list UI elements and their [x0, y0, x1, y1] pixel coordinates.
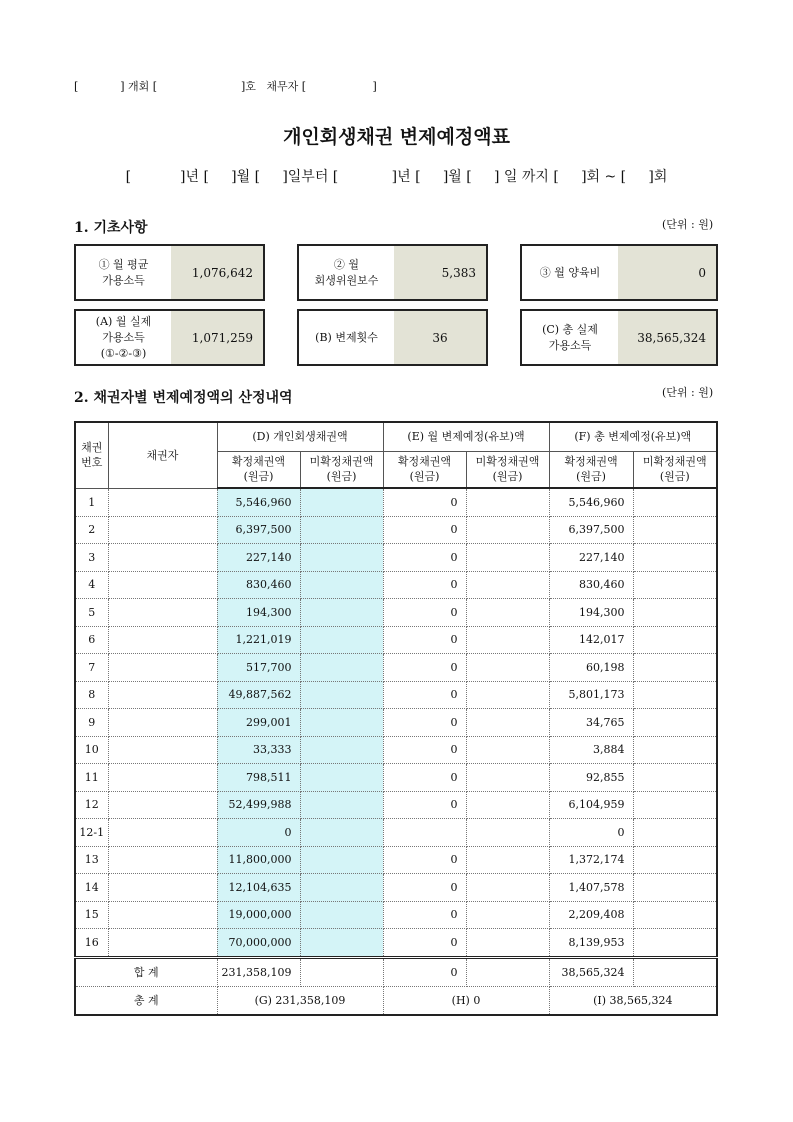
row-f-unconfirmed: [633, 819, 717, 847]
table-row: [75, 901, 717, 929]
row-e-unconfirmed: [466, 819, 549, 847]
row-d-confirmed: 0: [217, 819, 300, 847]
row-f-confirmed: 5,546,960: [549, 488, 633, 516]
row-f-confirmed: 1,407,578: [549, 874, 633, 902]
row-d-unconfirmed: [300, 819, 383, 847]
row-no: 2: [75, 516, 108, 544]
row-f-confirmed: 227,140: [549, 544, 633, 572]
row-e-unconfirmed: [466, 874, 549, 902]
row-d-unconfirmed: [300, 791, 383, 819]
section2-unit: (단위 : 원): [662, 386, 714, 399]
row-f-unconfirmed: [633, 516, 717, 544]
row-e-confirmed: 0: [383, 929, 466, 958]
row-no: 11: [75, 764, 108, 792]
box-value: 36: [394, 311, 486, 364]
table-row: [75, 709, 717, 737]
col-header-f: (F) 총 변제예정(유보)액: [549, 422, 717, 451]
table-row: [75, 764, 717, 792]
col-header-d-confirmed: 확정채권액 (원금): [217, 451, 300, 488]
row-creditor: [108, 599, 217, 627]
row-e-unconfirmed: [466, 736, 549, 764]
case-header-line: [ ] 개회 [ ]호 채무자 [ ]: [74, 80, 377, 93]
row-f-unconfirmed: [633, 488, 717, 516]
row-d-confirmed: 227,140: [217, 544, 300, 572]
row-e-confirmed: 0: [383, 626, 466, 654]
row-f-unconfirmed: [633, 571, 717, 599]
row-f-confirmed: 34,765: [549, 709, 633, 737]
row-no: 6: [75, 626, 108, 654]
row-d-confirmed: 49,887,562: [217, 681, 300, 709]
table-row: [75, 626, 717, 654]
row-creditor: [108, 874, 217, 902]
row-creditor: [108, 654, 217, 682]
row-f-confirmed: 830,460: [549, 571, 633, 599]
row-no: 12: [75, 791, 108, 819]
box-total-income: [520, 309, 718, 366]
row-f-unconfirmed: [633, 709, 717, 737]
row-d-confirmed: 798,511: [217, 764, 300, 792]
row-d-confirmed: 5,546,960: [217, 488, 300, 516]
row-e-unconfirmed: [466, 681, 549, 709]
row-no: 10: [75, 736, 108, 764]
sum-d-unconfirmed: [300, 957, 383, 986]
row-f-confirmed: 1,372,174: [549, 846, 633, 874]
row-f-confirmed: 0: [549, 819, 633, 847]
row-d-unconfirmed: [300, 764, 383, 792]
col-header-f-unconfirmed: 미확정채권액 (원금): [633, 451, 717, 488]
row-f-unconfirmed: [633, 681, 717, 709]
table-row: [75, 819, 717, 847]
row-creditor: [108, 901, 217, 929]
row-f-unconfirmed: [633, 901, 717, 929]
row-d-unconfirmed: [300, 626, 383, 654]
row-e-unconfirmed: [466, 599, 549, 627]
col-header-creditor: 채권자: [108, 422, 217, 488]
box-label: ③ 월 양육비: [522, 246, 618, 299]
row-creditor: [108, 681, 217, 709]
col-header-d: (D) 개인회생채권액: [217, 422, 383, 451]
row-d-confirmed: 830,460: [217, 571, 300, 599]
row-creditor: [108, 929, 217, 958]
box-label: ② 월 회생위원보수: [299, 246, 394, 299]
box-avg-income: [74, 244, 265, 301]
row-d-confirmed: 19,000,000: [217, 901, 300, 929]
row-d-unconfirmed: [300, 544, 383, 572]
row-no: 14: [75, 874, 108, 902]
box-value: 1,071,259: [171, 311, 263, 364]
table-row: [75, 929, 717, 958]
section2-heading: 2. 채권자별 변제예정액의 산정내역: [74, 390, 293, 406]
row-f-unconfirmed: [633, 929, 717, 958]
row-f-confirmed: 6,397,500: [549, 516, 633, 544]
row-e-unconfirmed: [466, 929, 549, 958]
box-label: (B) 변제횟수: [299, 311, 394, 364]
sum-f-value: 38,565,324: [549, 957, 633, 986]
row-e-confirmed: 0: [383, 571, 466, 599]
row-creditor: [108, 516, 217, 544]
row-f-unconfirmed: [633, 736, 717, 764]
table-row: [75, 599, 717, 627]
row-d-unconfirmed: [300, 874, 383, 902]
row-f-unconfirmed: [633, 654, 717, 682]
total-h: (H) 0: [383, 986, 549, 1015]
row-no: 8: [75, 681, 108, 709]
row-d-confirmed: 1,221,019: [217, 626, 300, 654]
row-no: 5: [75, 599, 108, 627]
row-no: 12-1: [75, 819, 108, 847]
row-d-confirmed: 194,300: [217, 599, 300, 627]
table-row: [75, 791, 717, 819]
row-f-unconfirmed: [633, 626, 717, 654]
row-d-unconfirmed: [300, 488, 383, 516]
row-e-confirmed: 0: [383, 709, 466, 737]
box-value: 0: [618, 246, 716, 299]
total-row: [75, 986, 717, 1015]
col-header-e: (E) 월 변제예정(유보)액: [383, 422, 549, 451]
box-label: (C) 총 실제 가용소득: [522, 311, 618, 364]
row-d-confirmed: 33,333: [217, 736, 300, 764]
sum-label: 합 계: [75, 957, 217, 986]
row-no: 9: [75, 709, 108, 737]
row-creditor: [108, 846, 217, 874]
row-e-confirmed: 0: [383, 516, 466, 544]
row-creditor: [108, 544, 217, 572]
row-e-confirmed: 0: [383, 654, 466, 682]
sum-e-unconfirmed: [466, 957, 549, 986]
row-f-confirmed: 8,139,953: [549, 929, 633, 958]
sum-row: [75, 957, 717, 986]
row-creditor: [108, 571, 217, 599]
row-d-unconfirmed: [300, 516, 383, 544]
row-d-unconfirmed: [300, 929, 383, 958]
row-e-unconfirmed: [466, 516, 549, 544]
box-commissioner-fee: [297, 244, 488, 301]
table-row: [75, 571, 717, 599]
row-d-unconfirmed: [300, 681, 383, 709]
col-header-no: 채권 번호: [75, 422, 108, 488]
col-header-d-unconfirmed: 미확정채권액 (원금): [300, 451, 383, 488]
row-f-confirmed: 2,209,408: [549, 901, 633, 929]
row-e-confirmed: 0: [383, 764, 466, 792]
row-e-confirmed: 0: [383, 488, 466, 516]
total-g: (G) 231,358,109: [217, 986, 383, 1015]
box-value: 1,076,642: [171, 246, 263, 299]
row-e-unconfirmed: [466, 571, 549, 599]
period-line: [ ]년 [ ]월 [ ]일부터 [ ]년 [ ]월 [ ] 일 까지 [ ]회 ~ [ ]회: [125, 169, 668, 185]
row-e-unconfirmed: [466, 488, 549, 516]
total-label: 총 계: [75, 986, 217, 1015]
row-e-unconfirmed: [466, 791, 549, 819]
sum-d-value: 231,358,109: [217, 957, 300, 986]
row-f-unconfirmed: [633, 764, 717, 792]
box-label: ① 월 평균 가용소득: [76, 246, 171, 299]
row-f-unconfirmed: [633, 544, 717, 572]
row-d-confirmed: 6,397,500: [217, 516, 300, 544]
row-e-confirmed: 0: [383, 874, 466, 902]
row-d-confirmed: 11,800,000: [217, 846, 300, 874]
table-row: [75, 736, 717, 764]
total-i: (I) 38,565,324: [549, 986, 717, 1015]
row-e-unconfirmed: [466, 654, 549, 682]
section1-heading: 1. 기초사항: [74, 220, 148, 236]
box-label: (A) 월 실제 가용소득 (①-②-③): [76, 311, 171, 364]
row-e-confirmed: [383, 819, 466, 847]
repayment-table: [74, 421, 718, 1016]
row-e-unconfirmed: [466, 544, 549, 572]
row-e-unconfirmed: [466, 846, 549, 874]
row-creditor: [108, 488, 217, 516]
row-no: 1: [75, 488, 108, 516]
row-e-confirmed: 0: [383, 901, 466, 929]
row-d-confirmed: 70,000,000: [217, 929, 300, 958]
box-real-income: [74, 309, 265, 366]
row-e-unconfirmed: [466, 764, 549, 792]
col-header-e-unconfirmed: 미확정채권액 (원금): [466, 451, 549, 488]
row-d-unconfirmed: [300, 654, 383, 682]
row-d-unconfirmed: [300, 736, 383, 764]
row-f-confirmed: 5,801,173: [549, 681, 633, 709]
box-value: 38,565,324: [618, 311, 716, 364]
box-child-support: [520, 244, 718, 301]
row-creditor: [108, 709, 217, 737]
row-f-confirmed: 6,104,959: [549, 791, 633, 819]
row-e-unconfirmed: [466, 709, 549, 737]
row-creditor: [108, 736, 217, 764]
row-e-confirmed: 0: [383, 681, 466, 709]
row-no: 3: [75, 544, 108, 572]
table-row: [75, 488, 717, 516]
row-f-confirmed: 142,017: [549, 626, 633, 654]
row-creditor: [108, 764, 217, 792]
row-d-unconfirmed: [300, 599, 383, 627]
box-value: 5,383: [394, 246, 486, 299]
row-d-confirmed: 299,001: [217, 709, 300, 737]
sum-f-unconfirmed: [633, 957, 717, 986]
row-no: 7: [75, 654, 108, 682]
col-header-e-confirmed: 확정채권액 (원금): [383, 451, 466, 488]
table-row: [75, 544, 717, 572]
row-e-confirmed: 0: [383, 736, 466, 764]
col-header-f-confirmed: 확정채권액 (원금): [549, 451, 633, 488]
row-e-unconfirmed: [466, 901, 549, 929]
box-repayment-count: [297, 309, 488, 366]
row-no: 4: [75, 571, 108, 599]
row-d-confirmed: 52,499,988: [217, 791, 300, 819]
row-e-confirmed: 0: [383, 599, 466, 627]
page-title: 개인회생채권 변제예정액표: [283, 126, 510, 148]
row-no: 15: [75, 901, 108, 929]
section1-unit: (단위 : 원): [662, 218, 714, 231]
row-e-confirmed: 0: [383, 544, 466, 572]
row-e-confirmed: 0: [383, 791, 466, 819]
row-d-unconfirmed: [300, 846, 383, 874]
row-f-confirmed: 3,884: [549, 736, 633, 764]
row-creditor: [108, 791, 217, 819]
row-d-unconfirmed: [300, 901, 383, 929]
row-e-confirmed: 0: [383, 846, 466, 874]
row-d-unconfirmed: [300, 709, 383, 737]
row-f-confirmed: 92,855: [549, 764, 633, 792]
table-row: [75, 874, 717, 902]
row-f-unconfirmed: [633, 599, 717, 627]
row-d-unconfirmed: [300, 571, 383, 599]
row-creditor: [108, 626, 217, 654]
row-f-confirmed: 194,300: [549, 599, 633, 627]
row-no: 13: [75, 846, 108, 874]
row-d-confirmed: 12,104,635: [217, 874, 300, 902]
row-f-confirmed: 60,198: [549, 654, 633, 682]
row-creditor: [108, 819, 217, 847]
table-row: [75, 654, 717, 682]
row-f-unconfirmed: [633, 874, 717, 902]
table-row: [75, 846, 717, 874]
row-f-unconfirmed: [633, 791, 717, 819]
row-d-confirmed: 517,700: [217, 654, 300, 682]
row-no: 16: [75, 929, 108, 958]
sum-e-value: 0: [383, 957, 466, 986]
row-f-unconfirmed: [633, 846, 717, 874]
table-row: [75, 516, 717, 544]
table-row: [75, 681, 717, 709]
row-e-unconfirmed: [466, 626, 549, 654]
